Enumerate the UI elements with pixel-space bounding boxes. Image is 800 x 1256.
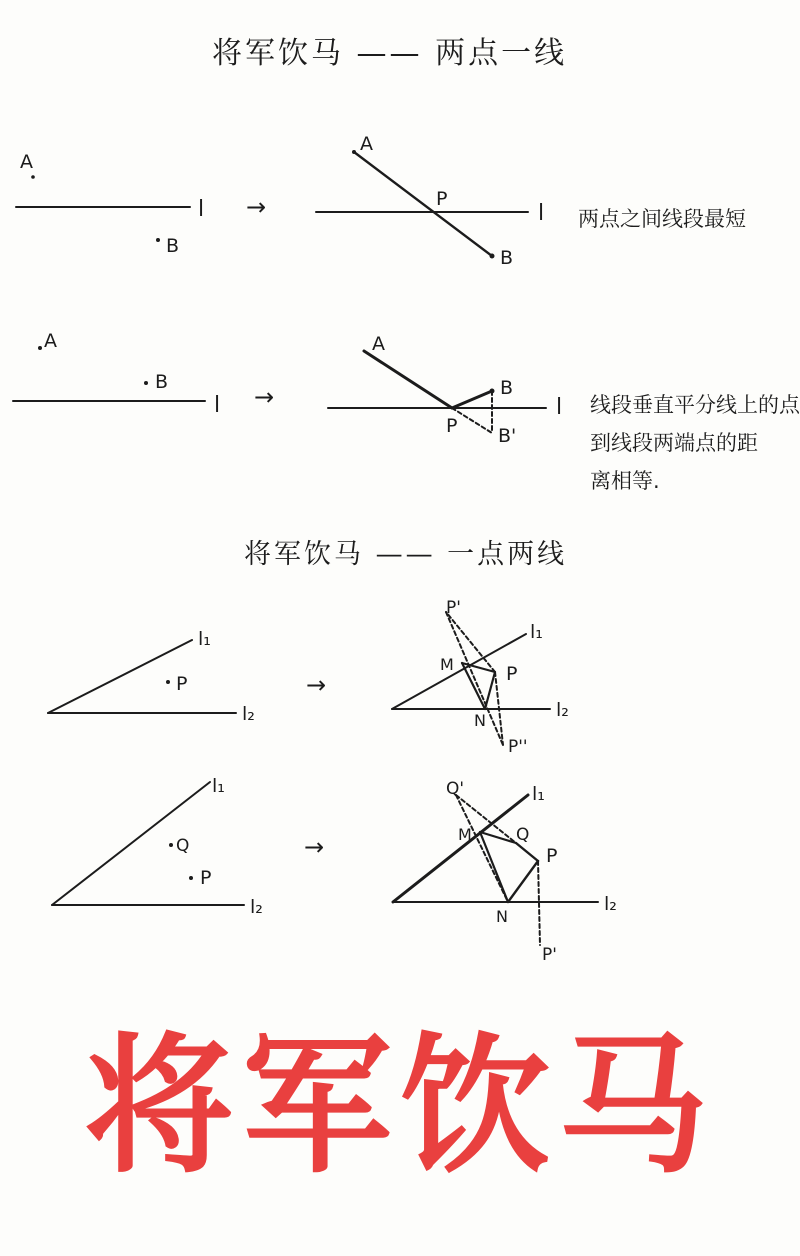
point-B [490, 389, 495, 394]
label-P-double-prime: P'' [508, 737, 528, 757]
segment-AB [354, 152, 492, 256]
section1-title: 将军饮马 —— 两点一线 [212, 36, 568, 71]
label-l2: l₂ [242, 703, 255, 725]
label-N: N [496, 907, 508, 926]
segment-PQ [516, 843, 538, 861]
arrow-icon: → [304, 833, 325, 861]
point-P [189, 876, 193, 880]
segment-MN [462, 663, 485, 709]
label-M: M [458, 825, 472, 844]
arrow-icon: → [306, 671, 327, 699]
label-B: B [500, 247, 514, 269]
segment-NP [508, 861, 538, 902]
point-A [352, 150, 356, 154]
segment-MN [480, 832, 508, 902]
point-B [156, 238, 160, 242]
segment-QM [480, 832, 516, 843]
label-l: l [198, 197, 205, 222]
label-M: M [440, 655, 454, 674]
label-l1: l₁ [532, 783, 545, 805]
label-l: l [538, 201, 545, 226]
label-B: B [500, 377, 514, 399]
segment-NP [485, 672, 495, 709]
label-A: A [360, 133, 373, 155]
segment-PB-prime [452, 408, 492, 433]
label-P-prime: P' [446, 598, 461, 618]
point-B [490, 254, 495, 259]
label-P: P [200, 867, 212, 889]
segment-PB [452, 391, 492, 408]
label-Q-prime: Q' [446, 779, 465, 799]
segment-P-P-prime [538, 861, 540, 945]
point-B [144, 381, 148, 385]
point-A [31, 175, 35, 179]
point-A [38, 346, 42, 350]
arrow-icon: → [254, 383, 275, 411]
label-P: P [506, 663, 518, 685]
section2-title: 将军饮马 —— 一点两线 [244, 539, 568, 570]
arrow-icon: → [246, 193, 267, 221]
label-N: N [474, 711, 486, 730]
label-l: l [556, 395, 563, 420]
point-Q [169, 843, 173, 847]
big-title: 将军饮马 [83, 1020, 716, 1194]
label-P: P [176, 673, 188, 695]
label-B: B [155, 371, 169, 393]
label-l2: l₂ [556, 699, 569, 721]
note-line-1: 线段垂直平分线上的点 [590, 393, 800, 417]
label-l1: l₁ [198, 628, 211, 650]
label-B-prime: B' [498, 425, 517, 447]
segment-Q-prime-N [456, 795, 508, 902]
label-A: A [44, 330, 57, 352]
label-P: P [446, 415, 458, 437]
label-l1: l₁ [530, 621, 543, 643]
line-l1 [393, 795, 528, 902]
note-line-3: 离相等. [590, 469, 660, 493]
point-P [166, 680, 170, 684]
label-A: A [20, 151, 33, 173]
label-P: P [546, 845, 558, 867]
label-Q: Q [516, 825, 530, 845]
label-l2: l₂ [250, 896, 263, 918]
label-P: P [436, 188, 448, 210]
line-l1 [48, 640, 192, 713]
label-l: l [214, 393, 221, 418]
label-P-prime: P' [542, 945, 557, 965]
label-B: B [166, 235, 180, 257]
label-Q: Q [176, 836, 190, 856]
label-l2: l₂ [604, 893, 617, 915]
label-A: A [372, 333, 385, 355]
label-l1: l₁ [212, 775, 225, 797]
segment-AP [364, 351, 452, 408]
note-line-2: 到线段两端点的距 [590, 431, 758, 455]
note-shortest-segment: 两点之间线段最短 [578, 207, 746, 231]
